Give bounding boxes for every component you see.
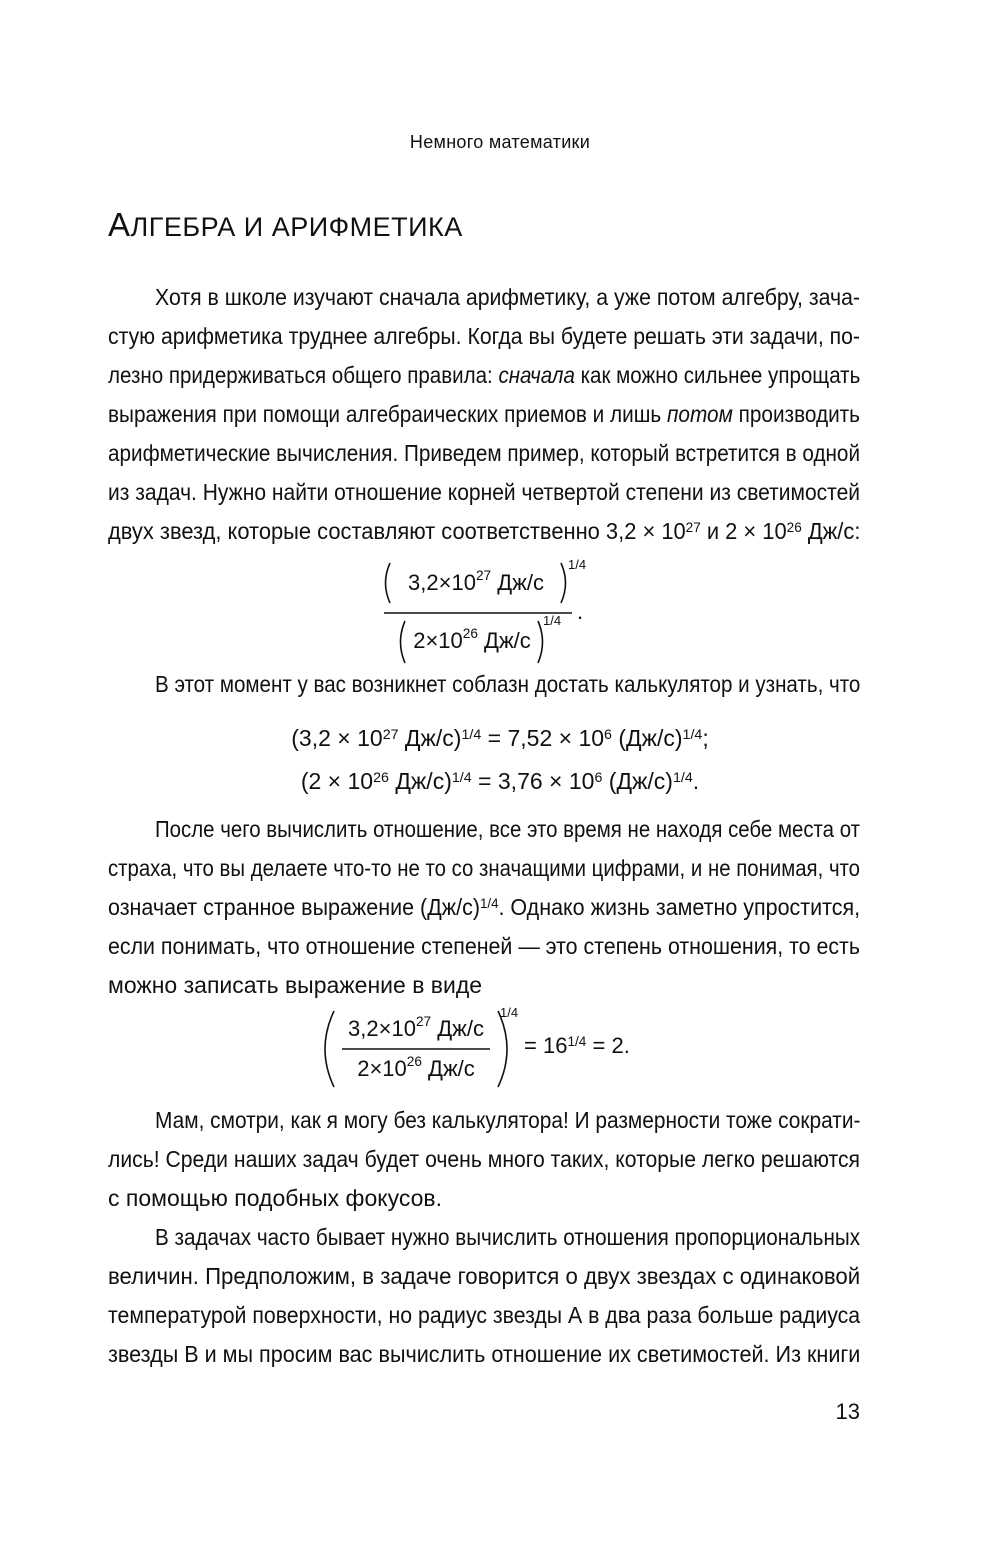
- formula-ratio-power: [318, 1005, 658, 1097]
- para5-line-4: звезды В и мы просим вас вычислить отношение их светимостей. Из книги: [108, 1341, 861, 1367]
- para3-line-5: можно записать выражение в виде: [108, 972, 483, 998]
- para4-line-2: лись! Среди наших задач будет очень много таких, которые легко решаются: [108, 1146, 860, 1172]
- para1-line-3: лезно придерживаться общего правила: сначала как можно сильнее упрощать: [108, 362, 861, 388]
- formula1-numerator-power: 1/4: [568, 557, 587, 572]
- emphasis-then: потом: [667, 401, 733, 427]
- formula1-numerator: 3,2×10 $^{27}$ Дж/с: [408, 568, 544, 595]
- running-header: Немного математики: [409, 132, 591, 152]
- formula1-period: .: [577, 599, 584, 624]
- formula2-numerator: 3,2×10 $^{27}$ Дж/с: [348, 1014, 484, 1041]
- para1-line-5: арифметические вычисления. Приведем пример, который встретится в одной: [108, 440, 860, 466]
- para2-line-1: В этот момент у вас возникнет соблазн достать калькулятор и узнать, что: [155, 671, 861, 697]
- para1-line-4: выражения при помощи алгебраических приемов и лишь потом производить: [108, 401, 861, 427]
- formula-luminosity-ratio: [380, 555, 600, 665]
- para1-line-2: стую арифметика труднее алгебры. Когда вы будете решать эти задачи, по-: [108, 323, 860, 349]
- para1-line-1: Хотя в школе изучают сначала арифметику, а уже потом алгебру, зача-: [155, 284, 860, 310]
- para1-line-7: двух звезд, которые составляют соответственно $3,2 \times 10^{27}$ и $2 \times 10^{26}$ Дж/с:: [108, 518, 861, 544]
- equation-2: ($2 \times 10^{26}$ $Дж/с)^{1/4} = 3,76 \times 10^6$ $(Дж/с)^{1/4}$.: [300, 768, 700, 794]
- para4-line-1: Мам, смотри, как я могу без калькулятора! И размерности тоже сократи-: [155, 1107, 861, 1133]
- para1-line-6: из задач. Нужно найти отношение корней четвертой степени из светимостей: [108, 479, 860, 505]
- title-rest: ЛГЕБРА И АРИФМЕТИКА: [130, 212, 463, 242]
- para3-line-3: означает странное выражение $(Дж/с)^{1/4}$. Однако жизнь заметно упростится,: [108, 894, 861, 920]
- formula1-denominator: 2×10 $^{26}$ Дж/с: [413, 626, 531, 653]
- para5-line-1: В задачах часто бывает нужно вычислить отношения пропорциональных: [155, 1224, 861, 1250]
- page-number: 13: [835, 1399, 860, 1424]
- para4-line-3: с помощью подобных фокусов.: [108, 1185, 442, 1211]
- para5-line-2: величин. Предположим, в задаче говорится о двух звездах с одинаковой: [108, 1263, 861, 1289]
- para3-line-4: если понимать, что отношение степеней — это степень отношения, то есть: [108, 933, 860, 959]
- emphasis-first: сначала: [498, 362, 575, 388]
- para3-line-1: После чего вычислить отношение, все это время не находя себе места от: [155, 816, 860, 842]
- equation-1: ($3,2 \times 10^{27}$ $Дж/с)^{1/4} = 7,52 \times 10^6$ $(Дж/с)^{1/4}$;: [291, 725, 709, 751]
- section-title: [108, 206, 463, 244]
- para3-line-2: страха, что вы делаете что-то не то со значащими цифрами, и не понимая, что: [108, 855, 860, 881]
- title-initial: А: [108, 206, 131, 243]
- para5-line-3: температурой поверхности, но радиус звезды А в два раза больше радиуса: [108, 1302, 861, 1328]
- formula2-denominator: 2×10 $^{26}$ Дж/с: [357, 1054, 475, 1081]
- formula1-denominator-power: 1/4: [543, 613, 562, 628]
- formula2-result: = $16^{1/4} = 2$.: [524, 1033, 630, 1058]
- formula2-power: 1/4: [500, 1005, 519, 1020]
